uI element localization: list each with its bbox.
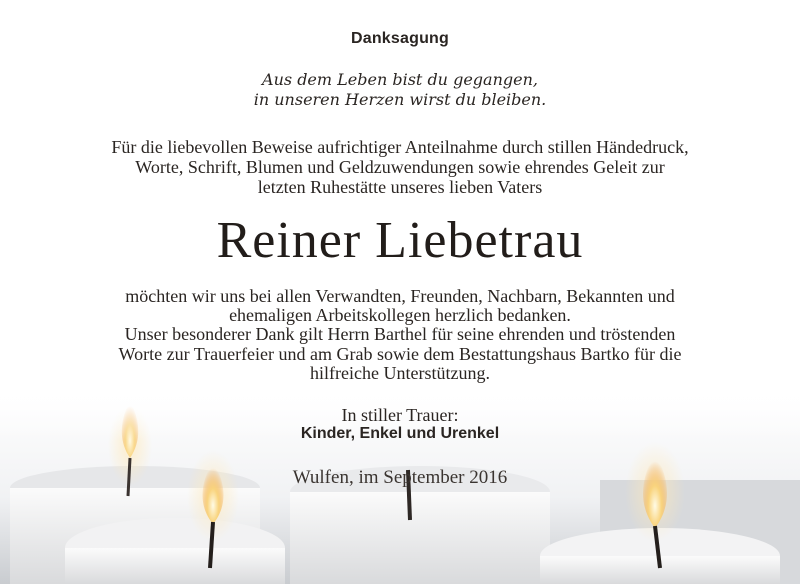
place-date: Wulfen, im September 2016: [292, 467, 508, 488]
thanks-line: möchten wir uns bei allen Verwandten, Freunden, Nachbarn, Bekannten und: [125, 286, 675, 306]
heading: Danksagung: [350, 30, 449, 47]
thanks-line: ehemaligen Arbeitskollegen herzlich bedanken.: [229, 305, 571, 325]
intro-line: letzten Ruhestätte unseres lieben Vaters: [257, 177, 543, 197]
thanks-line: Worte zur Trauerfeier und am Grab sowie dem Bestattungshaus Bartko für die: [118, 344, 682, 364]
thanks-line: Unser besonderer Dank gilt Herrn Barthel für seine ehrenden und tröstenden: [124, 324, 676, 344]
mourning-label: In stiller Trauer:: [341, 405, 459, 425]
family-signature: Kinder, Enkel und Urenkel: [300, 425, 500, 442]
intro-line: Für die liebevollen Beweise aufrichtiger Anteilnahme durch stillen Händedruck,: [111, 137, 689, 157]
deceased-name: Reiner Liebetrau: [216, 212, 584, 269]
intro-line: Worte, Schrift, Blumen und Geldzuwendungen sowie ehrendes Geleit zur: [135, 157, 665, 177]
verse-line: in unseren Herzen wirst du bleiben.: [253, 90, 547, 109]
thanks-line: hilfreiche Unterstützung.: [310, 363, 490, 383]
verse-line: Aus dem Leben bist du gegangen,: [262, 70, 538, 89]
